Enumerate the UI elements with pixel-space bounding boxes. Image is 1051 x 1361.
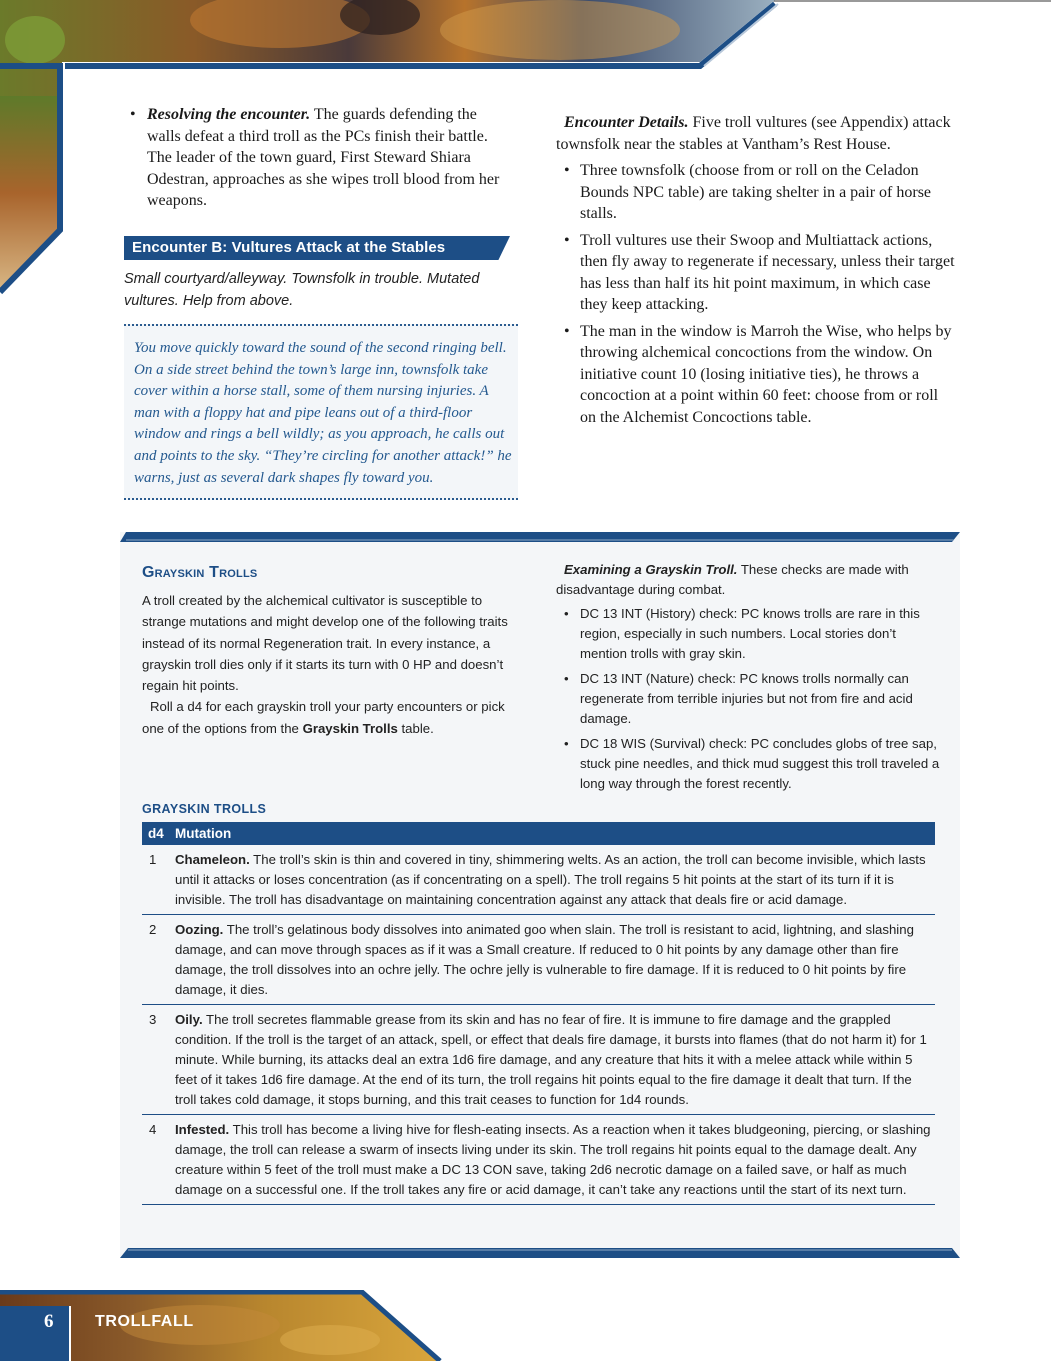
mutation-description <box>175 845 935 915</box>
encounter-b-heading <box>124 236 518 260</box>
encounter-details-lead: Encounter Details. <box>564 114 689 131</box>
bullet-marker: • <box>130 106 136 123</box>
bullet-marker: • <box>564 606 569 621</box>
list-item-text: DC 13 INT (Nature) check: PC knows trolls normally can regenerate from terrible injuries but not from fire and acid damage. <box>580 671 913 726</box>
list-item <box>556 734 940 794</box>
bullet-marker: • <box>564 322 570 340</box>
list-item-text: DC 18 WIS (Survival) check: PC concludes globs of tree sap, stuck pine needles, and thick mud suggest this troll traveled a long way through the forest recently. <box>580 736 940 791</box>
table-row <box>142 845 935 915</box>
list-item <box>556 160 956 225</box>
examine-lead: Examining a Grayskin Troll. <box>564 562 738 577</box>
encounter-b-summary: Small courtyard/alleyway. Townsfolk in trouble. Mutated vultures. Help from above. <box>124 271 480 309</box>
roll-number: 4 <box>142 1115 175 1205</box>
encounter-details <box>556 112 956 433</box>
sidebar-body <box>142 590 514 739</box>
sidebar-bottom-rule <box>120 1248 960 1258</box>
mutation-name: Infested. <box>175 1122 230 1137</box>
mutation-text: This troll has become a living hive for flesh-eating insects. As a reaction when it takes bludgeoning, piercing, or slashing damage, the troll can release a swarm of insects living under its skin. The troll regains hit points equal to the damage dealt. Any creature within 5 feet of the troll must make a DC 13 CON save, taking 2d6 necrotic damage on a failed save, or half as much damage on a successful one. If the troll takes any fire or acid damage, it can’t take any reactions until the start of its next turn. <box>175 1122 931 1197</box>
list-item-text: DC 13 INT (History) check: PC knows trolls are rare in this region, especially in such numbers. Local stories don’t mention trolls with gray skin. <box>580 606 920 661</box>
bullet-marker: • <box>564 231 570 249</box>
page-number: 6 <box>44 1311 54 1332</box>
mutation-text: The troll secretes flammable grease from its skin and has no fear of fire. It is immune to fire damage and the grappled condition. If the troll is the target of an attack, spell, or effect that deals fire damage, it bursts into flames (that do not harm it) for 1 minute. While burning, its attacks deal an extra 1d6 fire damage, and any creature that hits it with a melee attack while within 5 feet of it takes 1d6 fire damage. At the end of its turn, the troll regains hit points equal to the fire damage it dealt that turn. If the troll takes cold damage, it stops burning, and this trait ceases to function for 1d4 rounds. <box>175 1012 927 1107</box>
para-text: table. <box>397 720 434 736</box>
table-reference: Grayskin Trolls <box>302 720 398 736</box>
examining-troll-section <box>556 560 940 799</box>
sidebar-top-rule <box>120 532 960 542</box>
resolve-encounter-bullet <box>130 104 510 212</box>
table-row <box>142 1005 935 1115</box>
footer-title: TROLLFALL <box>95 1313 194 1330</box>
list-item-text: Three townsfolk (choose from or roll on the Celadon Bounds NPC table) are taking shelter in a pair of horse stalls. <box>580 162 932 222</box>
table-row <box>142 1115 935 1205</box>
bullet-marker: • <box>564 736 569 751</box>
sidebar-paragraph: A troll created by the alchemical cultivator is susceptible to strange mutations and might develop one of the following traits instead of its normal Regeneration trait. In every instance, a grayskin troll dies only if it starts its turn with 0 HP and doesn’t regain hit points. <box>142 593 508 694</box>
mutation-description <box>175 915 935 1005</box>
mutation-name: Oily. <box>175 1012 203 1027</box>
para-text: Roll a d4 for each grayskin troll your party encounters or pick one of the options from the <box>142 699 505 736</box>
sidebar-title: Grayskin Trolls <box>142 564 258 581</box>
list-item-text: Troll vultures use their Swoop and Multiattack actions, then fly away to regenerate if necessary, unless their target has less than half its hit point maximum, in which case they keep attacking. <box>580 231 955 313</box>
encounter-b-title: Encounter B: Vultures Attack at the Stables <box>132 239 446 256</box>
list-item <box>556 230 956 316</box>
mutation-description <box>175 1005 935 1115</box>
mutation-name: Chameleon. <box>175 852 250 867</box>
table-row <box>142 915 935 1005</box>
encounter-details-text: Five troll vultures (see Appendix) attack townsfolk near the stables at Vantham’s Rest House. <box>556 114 951 153</box>
list-item <box>556 321 956 429</box>
column-header-d4: d4 <box>142 822 175 845</box>
mutation-table <box>142 822 935 1205</box>
read-aloud-text: You move quickly toward the sound of the second ringing bell. On a side street behind the town’s large inn, townsfolk take cover within a horse stall, some of them nursing injuries. A man with a floppy hat and pipe leans out of a third-floor window and rings a bell wildly; as you approach, he calls out and points to the sky. “They’re circling for another attack!” he warns, just as several dark shapes fly toward you. <box>134 340 512 486</box>
mutation-text: The troll’s gelatinous body dissolves into animated goo when slain. The troll is resistant to acid, lightning, and slashing damage, and can move through spaces as if it was a Small creature. If reduced to 0 hit points by any damage other than fire damage, the troll dissolves into an ochre jelly. The ochre jelly is vulnerable to fire damage. If it is reduced to 0 hit points by fire damage, it dies. <box>175 922 914 997</box>
list-item-text: The man in the window is Marroh the Wise, who helps by throwing alchemical concoctions from the window. On initiative count 10 (losing initiative ties), he throws a concoction at a point within 60 feet: choose from or roll on the Alchemist Concoctions table. <box>580 322 952 426</box>
column-header-mutation: Mutation <box>175 822 935 845</box>
resolve-lead: Resolving the encounter. <box>147 106 311 123</box>
bullet-marker: • <box>564 162 570 179</box>
roll-number: 2 <box>142 915 175 1005</box>
table-header-row <box>142 822 935 845</box>
list-item <box>556 669 940 729</box>
resolve-text: The guards defending the walls defeat a third troll as the PCs finish their battle. The leader of the town guard, First Steward Shiara Odestran, approaches as she wipes troll blood from her weapons. <box>147 106 500 209</box>
examine-text: These checks are made with disadvantage during combat. <box>556 562 909 597</box>
mutation-name: Oozing. <box>175 922 224 937</box>
roll-number: 1 <box>142 845 175 915</box>
sidebar-paragraph-2 <box>142 696 514 739</box>
bullet-marker: • <box>564 671 569 686</box>
mutation-description <box>175 1115 935 1205</box>
mutation-text: The troll’s skin is thin and covered in tiny, shimmering welts. As an action, the troll can become invisible, which lasts until it attacks or loses concentration (as if concentrating on a spell). The troll regains 5 hit points at the start of its turn if it is invisible. The troll has disadvantage on maintaining concentration against any attack that deals fire or acid damage. <box>175 852 926 907</box>
read-aloud-box <box>124 324 518 500</box>
list-item <box>556 604 940 664</box>
roll-number: 3 <box>142 1005 175 1115</box>
table-caption: GRAYSKIN TROLLS <box>142 802 267 816</box>
